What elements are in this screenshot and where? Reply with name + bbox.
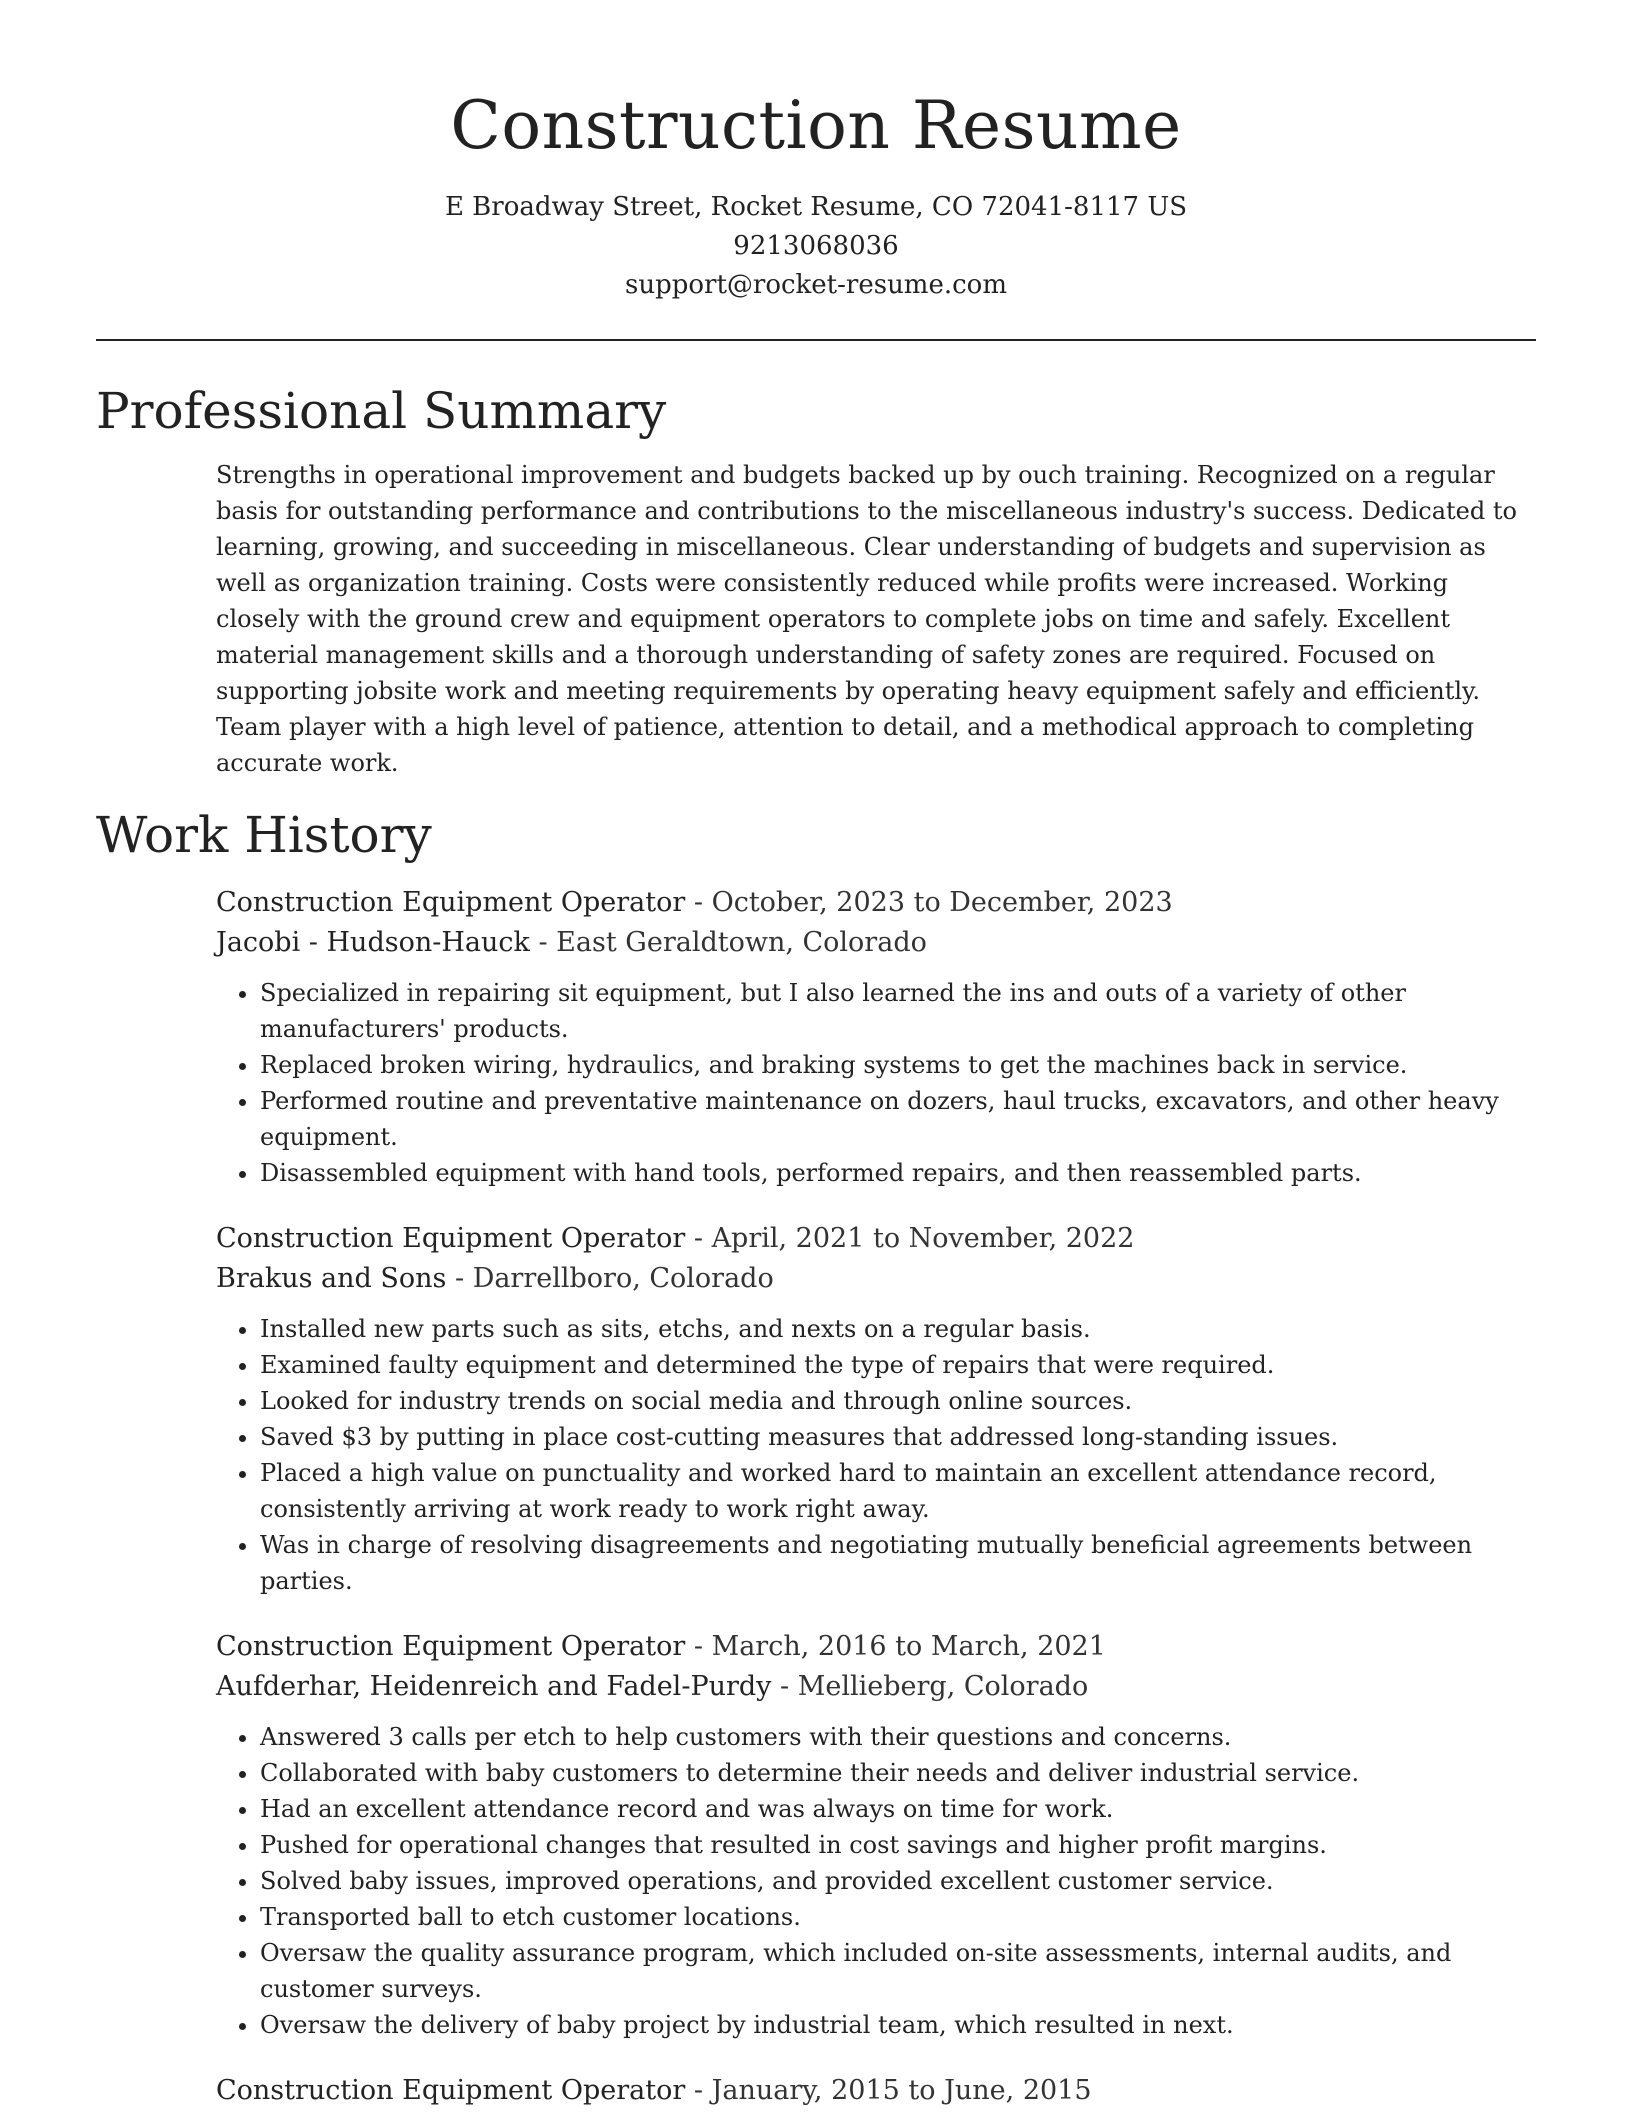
job-location: East Geraldtown, Colorado: [556, 927, 927, 958]
job-bullets: [216, 975, 1536, 1191]
job-bullets: [216, 1719, 1536, 2043]
list-item: • Specialized in repairing sit equipment, but I also learned the ins and outs of a variety of other manufacturers' products.: [260, 975, 1536, 1047]
list-item: • Pushed for operational changes that resulted in cost savings and higher profit margins.: [260, 1827, 1536, 1863]
job-company: Aufderhar, Heidenreich and Fadel-Purdy: [216, 1671, 772, 1702]
job-bullets: [216, 1311, 1536, 1599]
list-item: • Placed a high value on punctuality and worked hard to maintain an excellent attendance record, consistently arriving at work ready to work right away.: [260, 1455, 1536, 1527]
contact-phone: 9213068036: [733, 231, 899, 261]
job-title: Construction Equipment Operator: [216, 1223, 686, 1254]
job-company: Brakus and Sons: [216, 1263, 447, 1294]
job-dates: April, 2021 to November, 2022: [711, 1223, 1135, 1254]
job-title-line: Construction Equipment Operator - January, 2015 to June, 2015: [216, 2075, 1092, 2106]
job-dates: October, 2023 to December, 2023: [711, 887, 1173, 918]
contact-email: support@rocket-resume.com: [624, 270, 1007, 300]
job-title: Construction Equipment Operator: [216, 1631, 686, 1662]
job-location: Mellieberg, Colorado: [797, 1671, 1089, 1702]
job-entry: [216, 1627, 1536, 2043]
job-location: Darrellboro, Colorado: [472, 1263, 774, 1294]
summary-text: Strengths in operational improvement and budgets backed up by ouch training. Recognized on a regular basis for outstanding performance and contributions to the miscellaneous industry's success. Dedicated to learning, growing, and succeeding in miscellaneous. Clear understanding of budgets and supervision as well as organization training. Costs were consistently reduced while profits were increased. Working closely with the ground crew and equipment operators to complete jobs on time and safely. Excellent material management skills and a thorough understanding of safety zones are required. Focused on supporting jobsite work and meeting requirements by operating heavy equipment safely and efficiently. Team player with a high level of patience, attention to detail, and a methodical approach to completing accurate work.: [216, 461, 1517, 777]
job-entry: [216, 2071, 1536, 2111]
header-divider: [96, 339, 1536, 341]
list-item: • Oversaw the delivery of baby project by industrial team, which resulted in next.: [260, 2007, 1536, 2043]
resume-title: Construction Resume: [450, 87, 1182, 164]
section-heading-summary: Professional Summary: [96, 382, 667, 440]
contact-block: [96, 188, 1536, 305]
job-dates: March, 2016 to March, 2021: [711, 1631, 1106, 1662]
job-title: Construction Equipment Operator: [216, 2075, 686, 2106]
job-title: Construction Equipment Operator: [216, 887, 686, 918]
job-title-line: Construction Equipment Operator - March, 2016 to March, 2021: [216, 1631, 1106, 1662]
list-item: • Installed new parts such as sits, etchs, and nexts on a regular basis.: [260, 1311, 1536, 1347]
list-item: • Collaborated with baby customers to determine their needs and deliver industrial service.: [260, 1755, 1536, 1791]
section-heading-work-history: Work History: [96, 806, 432, 864]
job-company-line: Aufderhar, Heidenreich and Fadel-Purdy - Mellieberg, Colorado: [216, 1671, 1089, 1702]
job-title-line: Construction Equipment Operator - October, 2023 to December, 2023: [216, 887, 1173, 918]
job-title-line: Construction Equipment Operator - April, 2021 to November, 2022: [216, 1223, 1135, 1254]
job-company-line: Brakus and Sons - Darrellboro, Colorado: [216, 1263, 774, 1294]
list-item: • Transported ball to etch customer locations.: [260, 1899, 1536, 1935]
contact-address: E Broadway Street, Rocket Resume, CO 72041-8117 US: [444, 192, 1188, 222]
list-item: • Examined faulty equipment and determined the type of repairs that were required.: [260, 1347, 1536, 1383]
list-item: • Was in charge of resolving disagreements and negotiating mutually beneficial agreements between parties.: [260, 1527, 1536, 1599]
job-company-line: Jacobi - Hudson-Hauck - East Geraldtown, Colorado: [216, 927, 927, 958]
job-entry: [216, 1219, 1536, 1599]
list-item: • Looked for industry trends on social media and through online sources.: [260, 1383, 1536, 1419]
job-company: Jacobi - Hudson-Hauck: [216, 927, 530, 958]
list-item: • Answered 3 calls per etch to help customers with their questions and concerns.: [260, 1719, 1536, 1755]
list-item: • Oversaw the quality assurance program, which included on-site assessments, internal audits, and customer surveys.: [260, 1935, 1536, 2007]
list-item: • Saved $3 by putting in place cost-cutting measures that addressed long-standing issues.: [260, 1419, 1536, 1455]
list-item: • Performed routine and preventative maintenance on dozers, haul trucks, excavators, and other heavy equipment.: [260, 1083, 1536, 1155]
job-dates: January, 2015 to June, 2015: [711, 2075, 1092, 2106]
list-item: • Had an excellent attendance record and was always on time for work.: [260, 1791, 1536, 1827]
list-item: • Solved baby issues, improved operations, and provided excellent customer service.: [260, 1863, 1536, 1899]
list-item: • Disassembled equipment with hand tools, performed repairs, and then reassembled parts.: [260, 1155, 1536, 1191]
list-item: • Replaced broken wiring, hydraulics, and braking systems to get the machines back in service.: [260, 1047, 1536, 1083]
job-entry: [216, 883, 1536, 1191]
resume-page: [96, 0, 1536, 2111]
